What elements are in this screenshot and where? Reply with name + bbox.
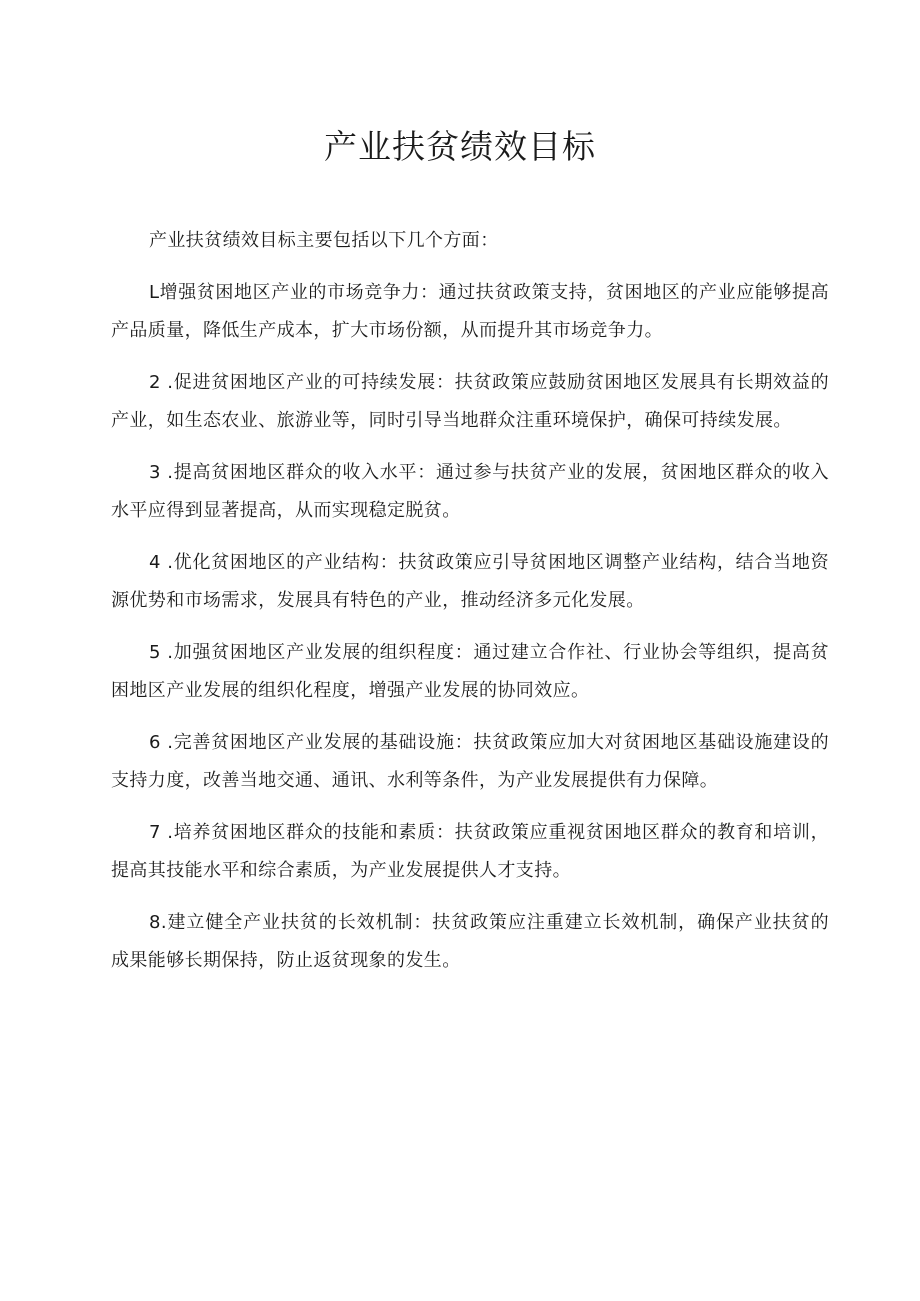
goal-item-4: 4 .优化贫困地区的产业结构：扶贫政策应引导贫困地区调整产业结构，结合当地资源优势和市场需求，发展具有特色的产业，推动经济多元化发展。 xyxy=(111,552,829,611)
goal-item-2: 2 .促进贫困地区产业的可持续发展：扶贫政策应鼓励贫困地区发展具有长期效益的产业，如生态农业、旅游业等，同时引导当地群众注重环境保护，确保可持续发展。 xyxy=(111,372,829,431)
goal-item-1: L增强贫困地区产业的市场竞争力：通过扶贫政策支持，贫困地区的产业应能够提高产品质量，降低生产成本，扩大市场份额，从而提升其市场竞争力。 xyxy=(111,282,829,341)
document-title: 产业扶贫绩效目标 xyxy=(324,127,596,166)
intro-paragraph: 产业扶贫绩效目标主要包括以下几个方面： xyxy=(149,230,499,251)
document-body xyxy=(111,222,829,994)
goal-item-5: 5 .加强贫困地区产业发展的组织程度：通过建立合作社、行业协会等组织，提高贫困地区产业发展的组织化程度，增强产业发展的协同效应。 xyxy=(111,642,829,701)
goal-item-8: 8.建立健全产业扶贫的长效机制：扶贫政策应注重建立长效机制，确保产业扶贫的成果能够长期保持，防止返贫现象的发生。 xyxy=(111,912,829,971)
goal-item-7: 7 .培养贫困地区群众的技能和素质：扶贫政策应重视贫困地区群众的教育和培训，提高其技能水平和综合素质，为产业发展提供人才支持。 xyxy=(111,822,829,881)
goal-item-6: 6 .完善贫困地区产业发展的基础设施：扶贫政策应加大对贫困地区基础设施建设的支持力度，改善当地交通、通讯、水利等条件，为产业发展提供有力保障。 xyxy=(111,732,829,791)
goal-item-3: 3 .提高贫困地区群众的收入水平：通过参与扶贫产业的发展，贫困地区群众的收入水平应得到显著提高，从而实现稳定脱贫。 xyxy=(111,462,829,521)
